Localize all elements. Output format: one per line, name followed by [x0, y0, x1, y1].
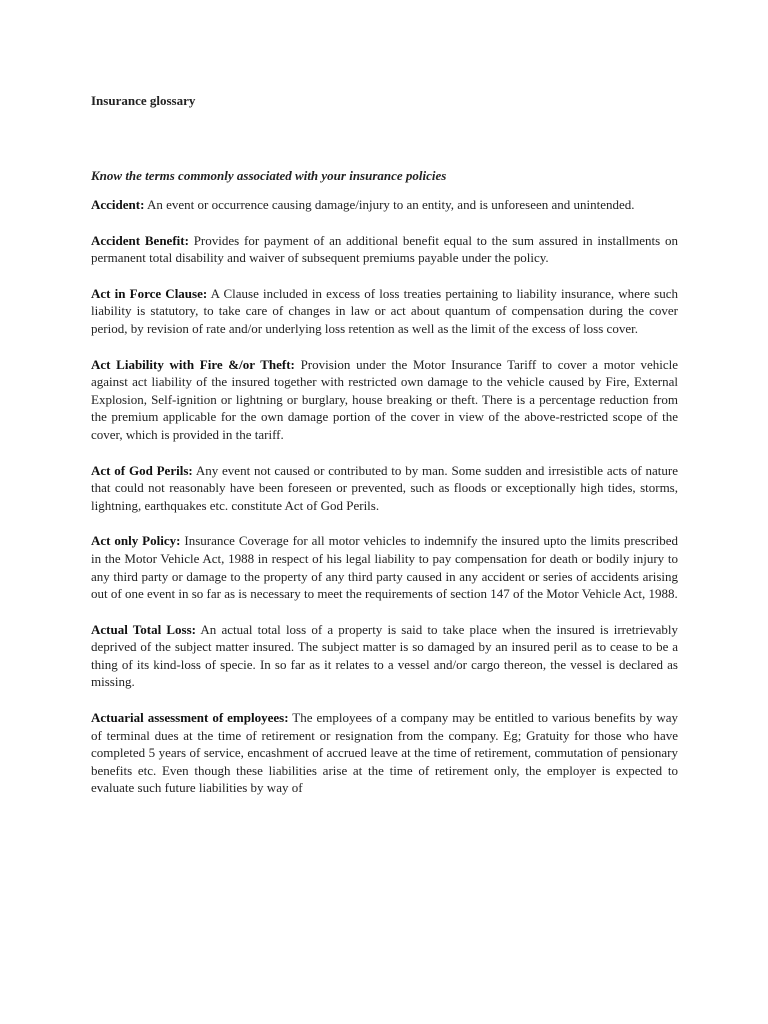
glossary-term: Act of God Perils: — [91, 462, 193, 478]
glossary-term: Accident Benefit: — [91, 232, 189, 248]
glossary-list — [91, 196, 678, 797]
glossary-definition: The employees of a company may be entitled to various benefits by way of terminal dues at the time of retirement or resignation from the company. Eg; Gratuity for those who have completed 5 years of service, encashment of accrued leave at the time of retirement, commutation of pensionary benefits etc. Even though these liabilities arise at the time of retirement only, the employer is expected to evaluate such future liabilities by way of — [91, 710, 679, 796]
glossary-entry-act-of-god-perils — [91, 462, 678, 515]
glossary-entry-actual-total-loss — [91, 621, 678, 691]
glossary-term: Act only Policy: — [91, 533, 181, 549]
document-subtitle: Know the terms commonly associated with your insurance policies — [91, 168, 447, 183]
glossary-definition: Any event not caused or contributed to by man. Some sudden and irresistible acts of nature that could not reasonably have been foreseen or prevented, such as floods or exceptionally high tides, storms, lightning, earthquakes etc. constitute Act of God Perils. — [91, 462, 678, 513]
glossary-definition: A Clause included in excess of loss treaties pertaining to liability insurance, where such liability is statutory, to take care of changes in law or act about quantum of compensation during the cover period, by revision of rate and/or underlying loss retention as well as the limit of the excess of loss cover. — [91, 285, 678, 336]
glossary-entry-act-in-force-clause — [91, 285, 678, 338]
glossary-definition: Provision under the Motor Insurance Tariff to cover a motor vehicle against act liability of the insured together with restricted own damage to the vehicle caused by Fire, External Explosion, Self-ignition or lightning or burglary, house breaking or theft. There is a percentage reduction from the premium applicable for the own damage portion of the cover in view of the above-restricted scope of the cover, which is provided in the tariff. — [91, 356, 679, 442]
document-title: Insurance glossary — [91, 93, 196, 108]
glossary-entry-accident — [91, 196, 678, 214]
glossary-term: Act Liability with Fire &/or Theft: — [91, 356, 295, 372]
glossary-entry-accident-benefit — [91, 232, 678, 267]
glossary-definition: Provides for payment of an additional benefit equal to the sum assured in installments on permanent total disability and waiver of subsequent premiums payable under the policy. — [91, 232, 678, 266]
glossary-term: Act in Force Clause: — [91, 285, 208, 301]
glossary-entry-actuarial-assessment — [91, 709, 678, 797]
glossary-term: Actuarial assessment of employees: — [91, 710, 289, 726]
glossary-entry-act-liability-fire-theft — [91, 356, 678, 444]
glossary-definition: Insurance Coverage for all motor vehicles to indemnify the insured upto the limits prescribed in the Motor Vehicle Act, 1988 in respect of his legal liability to pay compensation for death or bodily injury to any third party or damage to the property of any third party caused in any accident or series of accidents arising out of one event in so far as is necessary to meet the requirements of section 147 of the Motor Vehicle Act, 1988. — [91, 533, 679, 602]
glossary-entry-act-only-policy — [91, 532, 678, 602]
glossary-term: Actual Total Loss: — [91, 621, 196, 637]
glossary-definition: An actual total loss of a property is said to take place when the insured is irretrievably deprived of the subject matter insured. The subject matter is so damaged by an insured peril as to cease to be a thing of its kind-loss of specie. In so far as it relates to a vessel and/or cargo thereon, the vessel is declared as missing. — [91, 621, 678, 690]
glossary-definition: An event or occurrence causing damage/injury to an entity, and is unforeseen and unintended. — [146, 197, 635, 212]
glossary-term: Accident: — [91, 197, 145, 212]
